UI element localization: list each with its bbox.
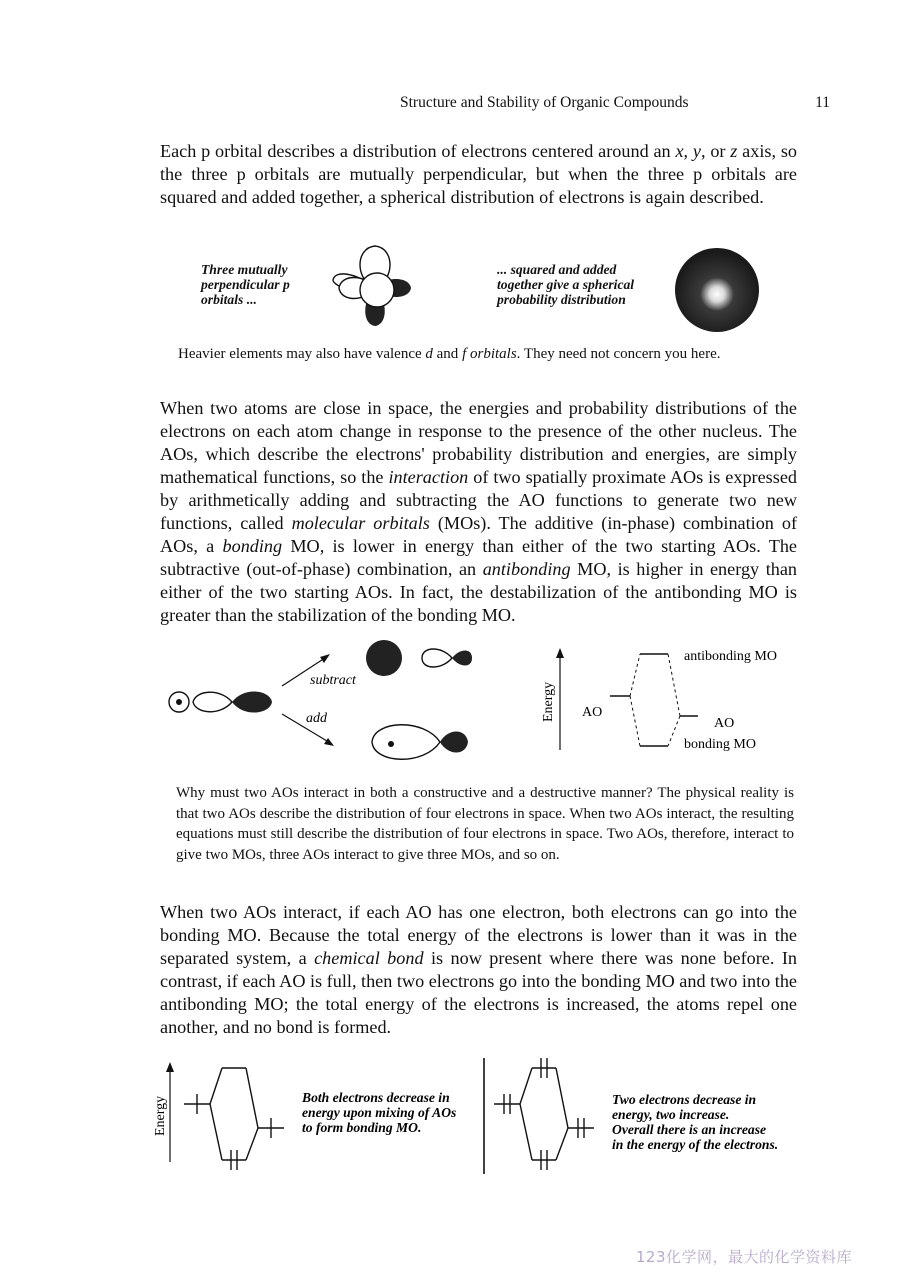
body-paragraph-3 bbox=[160, 901, 797, 1039]
body-paragraph-1 bbox=[160, 140, 797, 209]
emphasis-text: f orbitals bbox=[462, 346, 517, 362]
spherical-distribution-drawing bbox=[673, 244, 763, 334]
text-run: (MOs). The additive (in-phase) combination of AOs, a bbox=[160, 513, 798, 556]
emphasis-text: bonding bbox=[222, 536, 283, 556]
text-run: . They need not concern you here. bbox=[516, 346, 721, 362]
figure-mo-formation bbox=[160, 638, 800, 768]
running-header bbox=[400, 94, 830, 112]
text-run: When two atoms are close in space, the energies and probability distributions of the electrons on each atom change in response to the presence of the other nucleus. The AOs, which describe the electrons' probability distribution and energies, are simply mathematical functions, so the bbox=[160, 398, 797, 487]
energy-axis-label-left: Energy bbox=[153, 1095, 168, 1136]
caption-line: perpendicular p bbox=[201, 277, 290, 292]
occupancy-diagrams bbox=[148, 1056, 808, 1176]
emphasis-text: interaction bbox=[388, 467, 469, 487]
fig3-caption-left-line: energy upon mixing of AOs bbox=[302, 1105, 457, 1120]
bonding-mo-label: bonding MO bbox=[684, 737, 756, 752]
three-p-orbitals-drawing bbox=[325, 240, 425, 332]
header-title: Structure and Stability of Organic Compounds bbox=[400, 94, 689, 111]
text-run: MO, is lower in energy than either of the two starting AOs. The subtractive (out-of-phase) combination, an bbox=[160, 536, 798, 579]
text-run: , bbox=[683, 141, 693, 161]
ao-combination-drawing bbox=[160, 638, 500, 768]
emphasis-text: x bbox=[675, 141, 684, 161]
page-number: 11 bbox=[815, 94, 830, 111]
emphasis-text: z bbox=[730, 141, 738, 161]
emphasis-text: molecular orbitals bbox=[291, 513, 430, 533]
mo-energy-diagram bbox=[530, 638, 800, 768]
fig3-caption-right-line: in the energy of the electrons. bbox=[612, 1137, 779, 1152]
caption-line: orbitals ... bbox=[201, 292, 257, 307]
text-run: Heavier elements may also have valence bbox=[178, 346, 426, 362]
ao-left-label: AO bbox=[582, 705, 603, 720]
subtract-label: subtract bbox=[310, 673, 356, 688]
fig1-caption-right bbox=[497, 262, 672, 307]
margin-note-2 bbox=[176, 783, 794, 865]
fig3-caption-right-line: Overall there is an increase bbox=[612, 1122, 767, 1137]
caption-line: together give a spherical bbox=[497, 277, 635, 292]
body-paragraph-2 bbox=[160, 397, 797, 627]
text-run: is now present where there was none before. In contrast, if each AO is full, then two electrons go into the bonding MO and two into the antibonding MO; the total energy of the electrons is increased, the atoms repel one another, and no bond is formed. bbox=[160, 948, 797, 1037]
ao-right-label: AO bbox=[714, 716, 735, 731]
caption-line: probability distribution bbox=[497, 292, 626, 307]
figure-p-orbitals bbox=[195, 240, 795, 335]
antibonding-mo-label: antibonding MO bbox=[684, 649, 777, 664]
text-run: Why must two AOs interact in both a constructive and a destructive manner? The physical reality is that two AOs describe the distribution of four electrons in space. When two AOs interact, the resulting equations must still describe the distribution of four electrons in space. Two AOs, therefore, interact to give two MOs, three AOs interact to give three MOs, and so on. bbox=[176, 785, 794, 863]
text-run: Each p orbital describes a distribution of electrons centered around an bbox=[160, 141, 676, 161]
emphasis-text: antibonding bbox=[482, 559, 571, 579]
energy-axis-label: Energy bbox=[541, 681, 556, 722]
text-run: of two spatially proximate AOs is expressed by arithmetically adding and subtracting the AO functions to generate two new functions, called bbox=[160, 467, 797, 533]
caption-line: Three mutually bbox=[201, 262, 288, 277]
emphasis-text: y bbox=[692, 141, 701, 161]
add-label: add bbox=[306, 711, 327, 726]
text-run: When two AOs interact, if each AO has one electron, both electrons can go into the bonding MO. Because the total energy of the electrons is lower than it was in the separated system, a bbox=[160, 902, 797, 968]
text-run: and bbox=[432, 346, 463, 362]
fig3-caption-left-line: Both electrons decrease in bbox=[302, 1090, 450, 1105]
text-run: MO, is higher in energy than either of the two starting AOs. In fact, the destabilization of the antibonding MO is greater than the stabilization of the bonding MO. bbox=[160, 559, 798, 625]
fig3-caption-left-line: to form bonding MO. bbox=[302, 1120, 422, 1135]
watermark: 123化学网，最大的化学资料库 bbox=[635, 1248, 852, 1266]
margin-note-1 bbox=[178, 344, 796, 365]
caption-line: ... squared and added bbox=[497, 262, 617, 277]
text-run: , or bbox=[700, 141, 731, 161]
emphasis-text: chemical bond bbox=[314, 948, 424, 968]
fig3-caption-right-line: energy, two increase. bbox=[612, 1107, 730, 1122]
emphasis-text: d bbox=[425, 346, 433, 362]
fig1-caption-left bbox=[201, 262, 331, 307]
text-run: axis, so the three p orbitals are mutually perpendicular, but when the three p orbitals are squared and added together, a spherical distribution of electrons is again described. bbox=[160, 141, 798, 207]
figure-electron-occupancy bbox=[148, 1056, 808, 1176]
fig3-caption-right-line: Two electrons decrease in bbox=[612, 1092, 757, 1107]
